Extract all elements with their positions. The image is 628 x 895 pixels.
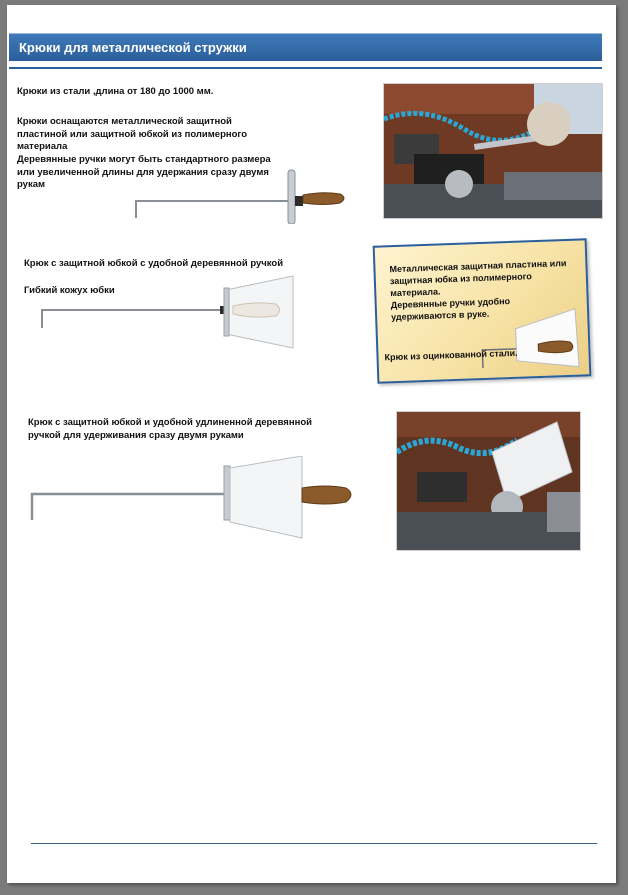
- hook-plate-illustration: [128, 168, 350, 224]
- page-title: Крюки для металлической стружки: [9, 33, 602, 61]
- intro-line: Крюки из стали ,длина от 180 до 1000 мм.: [17, 86, 214, 97]
- card-text-3: Крюк из оцинкованной стали.: [384, 347, 518, 363]
- info-card: [373, 238, 592, 383]
- hook-long-handle-illustration: [26, 456, 358, 544]
- title-divider: [9, 67, 602, 69]
- intro-paragraph-1: Крюки оснащаются металлической защитной пластиной или защитной юбкой из полимерного материала: [17, 116, 248, 152]
- intro-paragraph-2: Деревянные ручки могут быть стандартного размера или увеличенной длины для удержания сразу двумя рукам: [17, 154, 271, 190]
- card-hook-illustration: [475, 306, 585, 372]
- section2-heading: Крюк с защитной юбкой с удобной деревянной ручкой: [24, 258, 284, 269]
- footer-divider: [31, 843, 597, 844]
- card-text-2: Деревянные ручки удобно удерживаются в руке.: [390, 296, 511, 323]
- card-text-1: Металлическая защитная пластина или защитная юбка из полимерного материала.: [389, 258, 567, 299]
- lathe-photo-2: [396, 411, 581, 551]
- hook-skirt-illustration: [38, 272, 298, 350]
- lathe-photo-1: [383, 83, 603, 219]
- section3-heading: Крюк с защитной юбкой и удобной удлиненной деревянной ручкой для удерживания сразу двумя руками: [28, 417, 312, 441]
- section2-subheading: Гибкий кожух юбки: [24, 285, 115, 296]
